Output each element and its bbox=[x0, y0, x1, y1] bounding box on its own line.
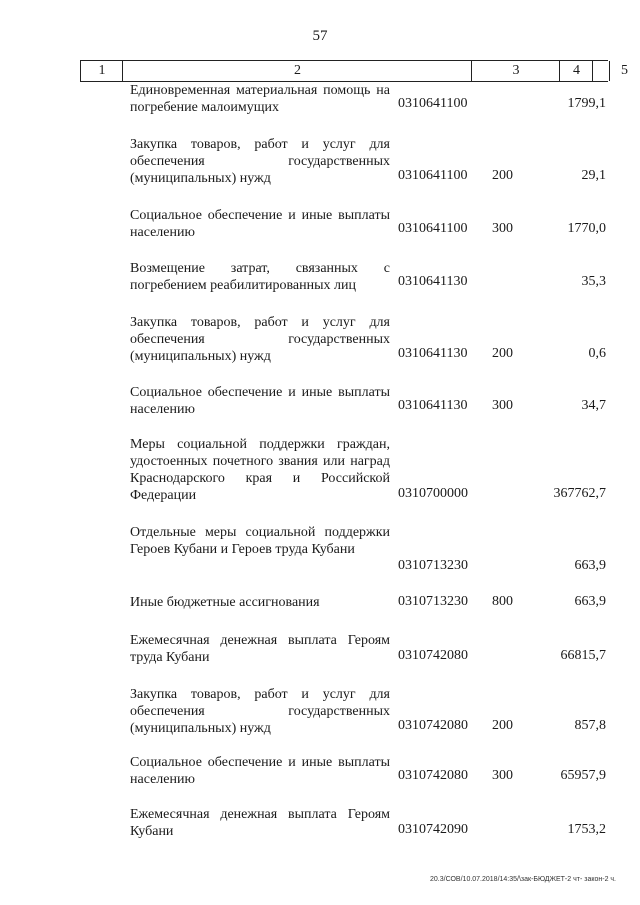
row-type: 200 bbox=[492, 718, 513, 733]
row-amount: 1753,2 bbox=[567, 822, 606, 837]
row-amount: 367762,7 bbox=[553, 486, 606, 501]
row-code: 0310742080 bbox=[398, 768, 468, 783]
page-number: 57 bbox=[312, 28, 328, 44]
row-type: 800 bbox=[492, 594, 513, 609]
row-amount: 1770,0 bbox=[567, 221, 606, 236]
row-type: 300 bbox=[492, 221, 513, 236]
row-code: 0310641130 bbox=[398, 274, 468, 289]
row-code: 0310742080 bbox=[398, 718, 468, 733]
row-name: Иные бюджетные ассигнования bbox=[130, 595, 320, 610]
header-col-1: 1 bbox=[80, 61, 123, 81]
row-code: 0310713230 bbox=[398, 558, 468, 573]
header-col-2: 2 bbox=[122, 61, 472, 81]
row-amount: 66815,7 bbox=[560, 648, 606, 663]
header-col-4: 4 bbox=[559, 61, 593, 81]
header-col-5-label: 5 bbox=[621, 63, 628, 78]
row-code: 0310641100 bbox=[398, 221, 468, 236]
row-code: 0310641100 bbox=[398, 96, 468, 111]
row-type: 300 bbox=[492, 398, 513, 413]
row-name: Ежемесячная денежная выплата Героям Кубани bbox=[130, 807, 390, 839]
row-type: 200 bbox=[492, 168, 513, 183]
row-amount: 857,8 bbox=[574, 718, 606, 733]
table-header bbox=[80, 60, 628, 82]
row-code: 0310641130 bbox=[398, 346, 468, 361]
row-name: Закупка товаров, работ и услуг для обеспечения государственных (муниципальных) нужд bbox=[130, 315, 390, 364]
row-amount: 34,7 bbox=[581, 398, 606, 413]
document-footer-stamp: 20.3/СОВ/10.07.2018/14:35/\зак-БЮДЖЕТ-2 чт- закон-2 ч. bbox=[430, 876, 616, 883]
row-name: Единовременная материальная помощь на погребение малоимущих bbox=[130, 83, 390, 115]
row-code: 0310742090 bbox=[398, 822, 468, 837]
row-code: 0310700000 bbox=[398, 486, 468, 501]
header-col-5 bbox=[592, 61, 628, 81]
row-name: Отдельные меры социальной поддержки Героев Кубани и Героев труда Кубани bbox=[130, 525, 390, 557]
row-code: 0310713230 bbox=[398, 594, 468, 609]
row-name: Социальное обеспечение и иные выплаты населению bbox=[130, 208, 390, 240]
header-col-3: 3 bbox=[471, 61, 560, 81]
row-name: Социальное обеспечение и иные выплаты населению bbox=[130, 385, 390, 417]
row-amount: 35,3 bbox=[581, 274, 606, 289]
row-amount: 663,9 bbox=[574, 594, 606, 609]
row-code: 0310641130 bbox=[398, 398, 468, 413]
row-name: Закупка товаров, работ и услуг для обеспечения государственных (муниципальных) нужд bbox=[130, 137, 390, 186]
row-type: 300 bbox=[492, 768, 513, 783]
row-code: 0310641100 bbox=[398, 168, 468, 183]
row-amount: 663,9 bbox=[574, 558, 606, 573]
row-name: Закупка товаров, работ и услуг для обеспечения государственных (муниципальных) нужд bbox=[130, 687, 390, 736]
row-type: 200 bbox=[492, 346, 513, 361]
row-amount: 0,6 bbox=[588, 346, 606, 361]
row-name: Меры социальной поддержки граждан, удостоенных почетного звания или наград Краснодарского края и Российской Федерации bbox=[130, 437, 390, 503]
row-amount: 1799,1 bbox=[567, 96, 606, 111]
row-amount: 29,1 bbox=[581, 168, 606, 183]
row-name: Возмещение затрат, связанных с погребением реабилитированных лиц bbox=[130, 261, 390, 293]
row-amount: 65957,9 bbox=[560, 768, 606, 783]
row-name: Ежемесячная денежная выплата Героям труда Кубани bbox=[130, 633, 390, 665]
row-code: 0310742080 bbox=[398, 648, 468, 663]
row-name: Социальное обеспечение и иные выплаты населению bbox=[130, 755, 390, 787]
